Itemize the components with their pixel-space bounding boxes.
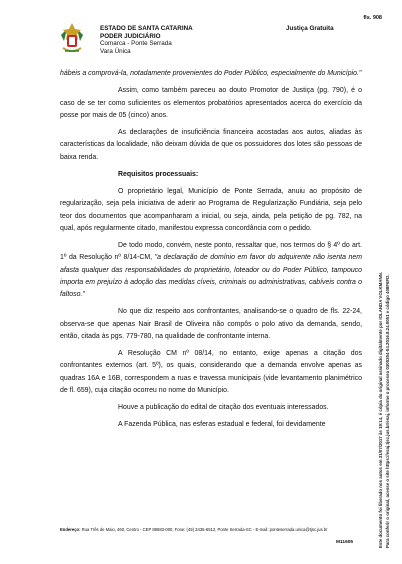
footer-address — [60, 527, 370, 533]
side-verification-note — [376, 66, 400, 548]
court-name: Vara Única — [100, 47, 131, 55]
judiciary-name: PODER JUDICIÁRIO — [100, 32, 161, 40]
paragraph-6: No que diz respeito aos confrontantes, analisando-se o quadro de fls. 22-24, observa-se que apenas Nair Brasil de Oliveira não compôs o polo ativo da demanda, sendo, então, citada às pgs. 779-780, na qualidade de confrontante interna. — [60, 308, 362, 340]
document-code: M11605 — [336, 540, 354, 545]
paragraph-1: hábeis a comprová-la, notadamente provenientes do Poder Público, especialmente do Município." — [60, 70, 362, 77]
paragraph-7: A Resolução CM nº 08/14, no entanto, exige apenas a citação dos confrontantes externos (art. 5º), os quais, considerando que a demanda envolve apenas as quadras 16A e 16B, correspondem a ruas e travessa municipais (vide levantamento planimétrico de fl. 659), cuja citação ocorreu no nome do Município. — [60, 350, 362, 394]
footer-label: Endereço: — [60, 527, 81, 532]
free-justice-label: Justiça Gratuita — [286, 25, 334, 32]
side-note-line-1: Este documento foi liberado nos autos em 31/07/2017 às 19:14, é cópia do original assinado digitalmente por IOLANDA VOLKMANN. — [378, 271, 383, 548]
document-body — [60, 68, 362, 432]
paragraph-8: Houve a publicação do edital de citação dos eventuais interessados. — [118, 404, 329, 411]
section-title: Requisitos processuais: — [118, 170, 199, 178]
side-note-line-2: Para conferir o original, acesse o site https://esaj.tjsc.jus.br/esaj, informe o processo 0300304-04.2016.8.24.0051 e código 408F6FD. — [384, 274, 390, 548]
page-number: fls. 908 — [363, 15, 382, 21]
paragraph-3: As declarações de insuficiência financeira acostadas aos autos, aliadas às características da localidade, não deixam dúvida de que os possuidores dos lotes são pessoas de baixa renda. — [60, 129, 362, 161]
paragraph-2: Assim, como também pareceu ao douto Promotor de Justiça (pg. 790), é o caso de se ter como suficientes os elementos probatórios apresentados acerca do exercício da posse por mais de 05 (cinco) anos. — [60, 87, 362, 119]
coat-of-arms-icon — [58, 21, 86, 57]
district-name: Comarca - Ponte Serrada — [100, 40, 172, 48]
paragraph-9: A Fazenda Pública, nas esferas estadual e federal, foi devidamente — [118, 421, 326, 429]
state-name: ESTADO DE SANTA CATARINA — [100, 25, 193, 32]
footer-address-text: Rua Três de Maio, 460, Centro - CEP 89683-000, Fone: (49) 3435-6512, Ponte Serrada-SC - E-mail: ponteserrada.unica@tjsc.jus.br — [81, 527, 328, 532]
paragraph-4: O proprietário legal, Município de Ponte Serrada, anuiu ao propósito de regularização, seja pela iniciativa de aderir ao Programa de Regularização Fundiária, seja pelo teor dos documentos que acompanharam a inicial, ou seja, ainda, pela petição de pg. 782, na qual, após regularmente citado, manifestou expressa concordância com o pedido. — [60, 188, 362, 232]
letterhead — [58, 21, 358, 61]
institution-block — [100, 25, 193, 55]
paragraph-5: De todo modo, convém, neste ponto, ressaltar que, nos termos do § 4º do art. 1º da Resolução nº 8/14-CM, "a declaração de domínio em favor do adquirente não isenta nem afasta qualquer das responsabilidades do proprietário, loteador ou do Poder Público, tampouco importa em prejuízo à adoção das medidas cíveis, criminais ou administrativas, cabíveis contra o faltoso." — [60, 242, 362, 298]
